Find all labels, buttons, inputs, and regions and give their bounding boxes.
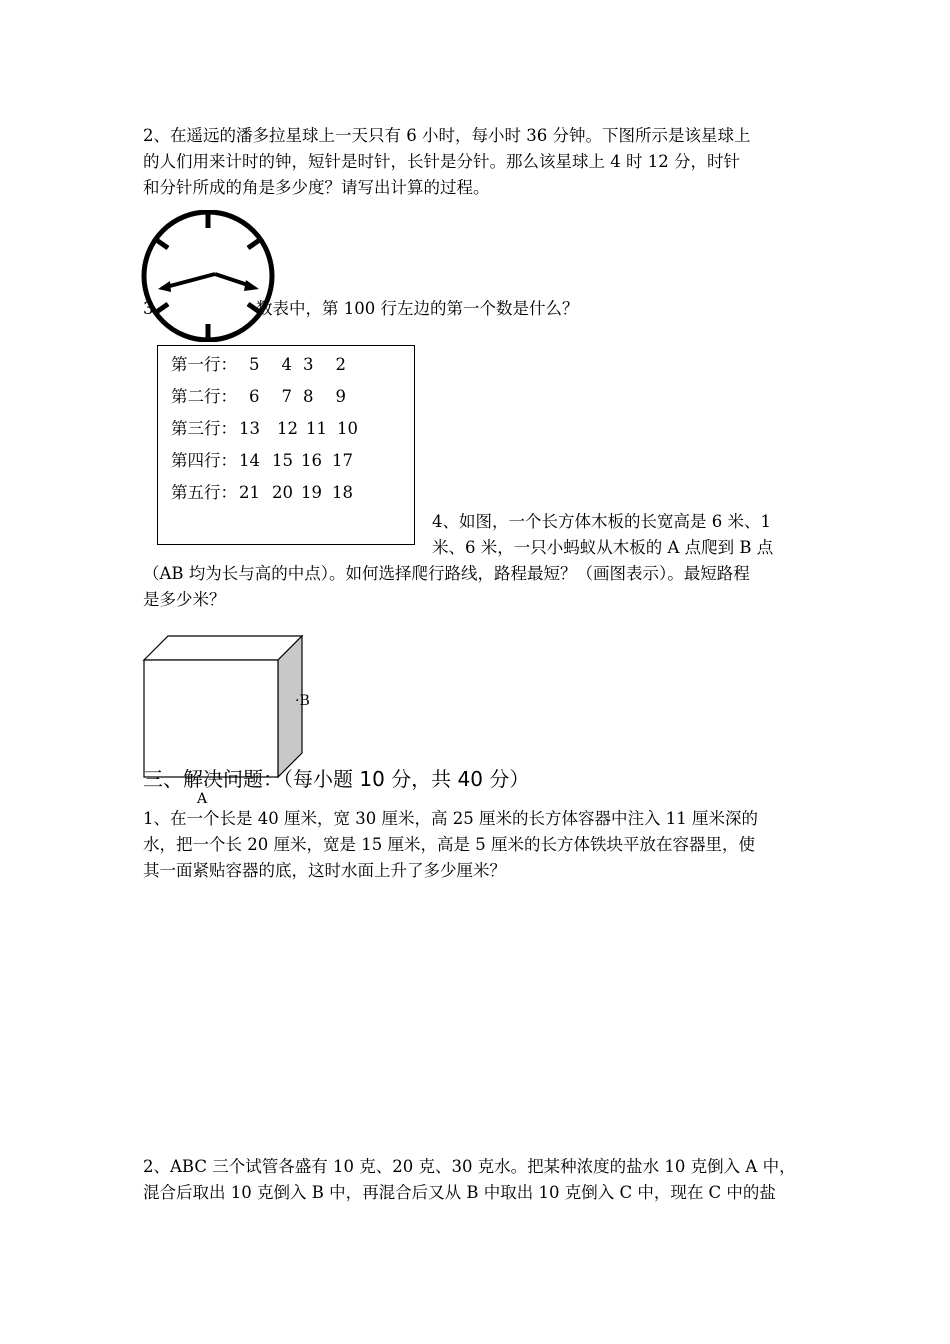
row-label: 第四行： [171, 451, 237, 470]
table-row [171, 485, 353, 502]
question-4-line-2: 米、6 米，一只小蚂蚁从木板的 A 点爬到 B 点 [432, 538, 774, 557]
row-number: 16 [301, 451, 322, 470]
row-number: 14 [239, 451, 260, 470]
row-number: 13 [239, 419, 260, 438]
row-number: 15 [272, 451, 293, 470]
row-label: 第二行： [171, 387, 237, 406]
table-row [171, 453, 353, 470]
row-number: 21 [239, 483, 260, 502]
row-number: 17 [332, 451, 353, 470]
row-number: 3 [303, 355, 314, 374]
point-a-label: A [197, 791, 208, 807]
row-number: 4 [281, 355, 292, 374]
number-table-box [157, 345, 415, 545]
question-2-line-1: 2、在遥远的潘多拉星球上一天只有 6 小时，每小时 36 分钟。下图所示是该星球上 [143, 126, 751, 145]
question-4-line-4: 是多少米？ [143, 590, 226, 609]
row-label: 第五行： [171, 483, 237, 502]
problem-1-line-1: 1、在一个长是 40 厘米，宽 30 厘米，高 25 厘米的长方体容器中注入 11 厘米深的 [143, 809, 758, 828]
row-number: 10 [337, 419, 358, 438]
row-number: 6 [249, 387, 260, 406]
row-number: 8 [303, 387, 314, 406]
row-number: 12 [277, 419, 298, 438]
row-number: 19 [301, 483, 322, 502]
table-row [171, 421, 358, 438]
question-2-line-3: 和分针所成的角是多少度？请写出计算的过程。 [143, 178, 490, 197]
problem-2-line-1: 2、ABC 三个试管各盛有 10 克、20 克、30 克水。把某种浓度的盐水 10 克倒入 A 中， [143, 1157, 796, 1176]
section-heading: 三、解决问题：（每小题 10 分，共 40 分） [143, 767, 530, 791]
row-number: 11 [306, 419, 327, 438]
row-number: 7 [281, 387, 292, 406]
row-label: 第三行： [171, 419, 237, 438]
cuboid-top-face [144, 636, 302, 660]
table-row [171, 357, 346, 374]
question-3-text: 数表中，第 100 行左边的第一个数是什么？ [256, 299, 579, 318]
problem-1-line-2: 水，把一个长 20 厘米，宽是 15 厘米，高是 5 厘米的长方体铁块平放在容器里，使 [143, 835, 755, 854]
row-number: 20 [272, 483, 293, 502]
question-3-number: 3 [143, 299, 154, 318]
problem-1-line-3: 其一面紧贴容器的底，这时水面上升了多少厘米？ [143, 861, 506, 880]
row-number: 2 [335, 355, 346, 374]
point-b-label: ·B [295, 693, 310, 709]
clock-figure [138, 210, 280, 342]
cuboid-figure [140, 632, 308, 782]
question-4-line-3: （AB 均为长与高的中点）。如何选择爬行路线，路程最短？（画图表示）。最短路程 [143, 564, 750, 583]
row-number: 9 [335, 387, 346, 406]
row-label: 第一行： [171, 355, 237, 374]
problem-2-line-2: 混合后取出 10 克倒入 B 中，再混合后又从 B 中取出 10 克倒入 C 中，现在 C 中的盐 [143, 1183, 776, 1202]
row-number: 18 [332, 483, 353, 502]
table-row [171, 389, 346, 406]
question-4-line-1: 4、如图，一个长方体木板的长宽高是 6 米、1 [432, 512, 771, 531]
row-number: 5 [249, 355, 260, 374]
question-2-line-2: 的人们用来计时的钟，短针是时针，长针是分针。那么该星球上 4 时 12 分，时针 [143, 152, 740, 171]
cuboid-front-face [144, 660, 278, 777]
